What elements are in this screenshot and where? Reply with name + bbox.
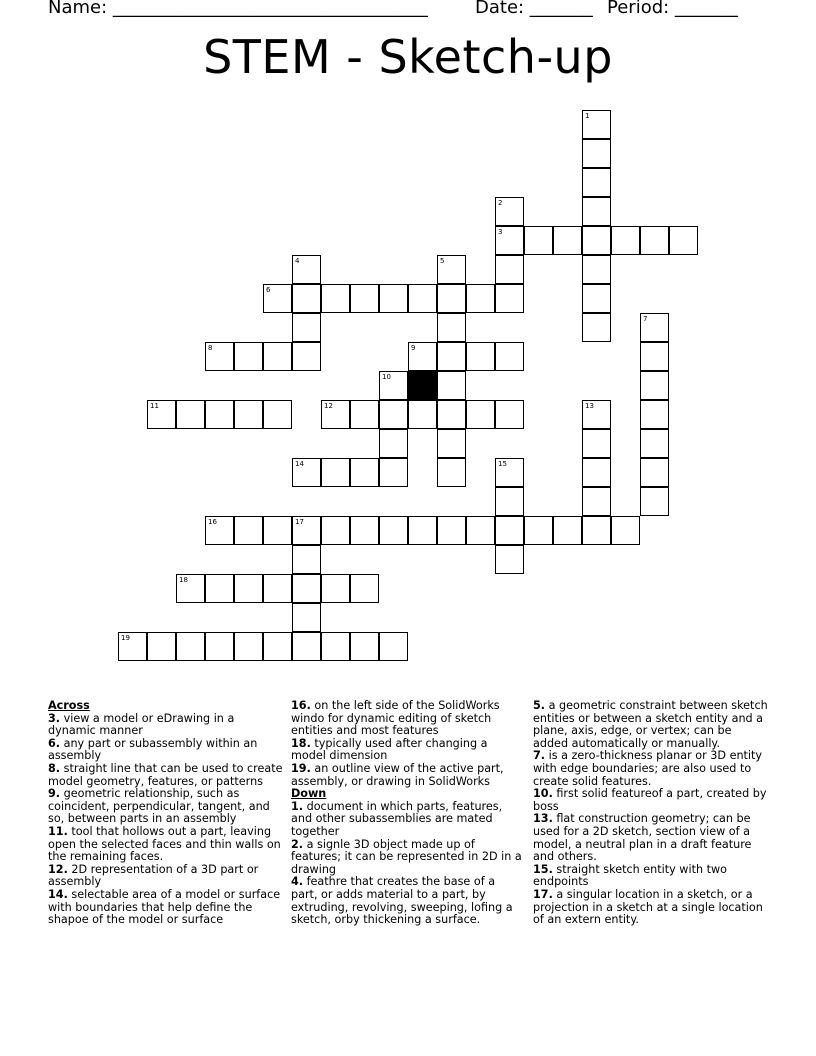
crossword-cell[interactable] — [263, 284, 292, 313]
clue-number: 19 — [121, 634, 130, 642]
crossword-cell[interactable] — [495, 458, 524, 487]
crossword-cell[interactable] — [292, 458, 321, 487]
clue-number: 6 — [266, 286, 271, 294]
clue-number: 10 — [382, 373, 391, 381]
crossword-cell[interactable] — [437, 458, 466, 487]
crossword-cell[interactable] — [292, 255, 321, 284]
crossword-cell[interactable] — [176, 574, 205, 603]
crossword-cell[interactable] — [408, 342, 437, 371]
crossword-cell[interactable] — [205, 342, 234, 371]
crossword-cell[interactable] — [437, 429, 466, 458]
crossword-cell[interactable] — [582, 226, 611, 255]
clue-across-3: 3. view a model or eDrawing in a dynamic manner — [48, 711, 235, 738]
crossword-cell[interactable] — [669, 226, 698, 255]
crossword-cell[interactable] — [408, 284, 437, 313]
crossword-cell[interactable] — [292, 632, 321, 661]
crossword-cell[interactable] — [321, 516, 350, 545]
clue-number: 11 — [150, 402, 159, 410]
crossword-cell[interactable] — [321, 458, 350, 487]
down-heading: Down — [291, 787, 327, 801]
clue-number: 8 — [208, 344, 213, 352]
clue-across-19: 19. an outline view of the active part, assembly, or drawing in SolidWorks — [291, 761, 504, 788]
crossword-cell[interactable] — [408, 516, 437, 545]
crossword-cell[interactable] — [437, 342, 466, 371]
crossword-cell[interactable] — [582, 139, 611, 168]
crossword-cell[interactable] — [640, 458, 669, 487]
crossword-cell[interactable] — [292, 284, 321, 313]
crossword-cell[interactable] — [292, 313, 321, 342]
crossword-cell[interactable] — [582, 197, 611, 226]
name-field-label: Name: ___________________________________ — [48, 0, 428, 18]
crossword-cell[interactable] — [495, 226, 524, 255]
crossword-cell[interactable] — [176, 400, 205, 429]
crossword-cell[interactable] — [263, 342, 292, 371]
clue-column-2 — [291, 700, 523, 927]
crossword-block — [408, 371, 437, 400]
clue-across-16: 16. on the left side of the SolidWorks windo for dynamic editing of sketch entities and most features — [291, 699, 500, 738]
crossword-cell[interactable] — [234, 516, 263, 545]
crossword-cell[interactable] — [379, 516, 408, 545]
crossword-cell[interactable] — [437, 516, 466, 545]
clue-across-9: 9. geometric relationship, such as coincident, perpendicular, tangent, and so, between parts in an assembly — [48, 787, 270, 826]
crossword-cell[interactable] — [350, 574, 379, 603]
crossword-cell[interactable] — [495, 197, 524, 226]
clue-number: 7 — [643, 315, 648, 323]
crossword-cell[interactable] — [350, 284, 379, 313]
clue-down-5: 5. a geometric constraint between sketch entities or between a sketch entity and a plane, axis, edge, or vertex; can be added automatically or manually. — [533, 699, 768, 750]
crossword-cell[interactable] — [263, 632, 292, 661]
crossword-cell[interactable] — [379, 284, 408, 313]
crossword-cell[interactable] — [292, 545, 321, 574]
crossword-cell[interactable] — [466, 342, 495, 371]
crossword-cell[interactable] — [640, 429, 669, 458]
crossword-cell[interactable] — [524, 516, 553, 545]
crossword-cell[interactable] — [292, 342, 321, 371]
crossword-cell[interactable] — [495, 342, 524, 371]
crossword-cell[interactable] — [582, 255, 611, 284]
crossword-cell[interactable] — [437, 284, 466, 313]
crossword-cell[interactable] — [640, 313, 669, 342]
crossword-cell[interactable] — [118, 632, 147, 661]
crossword-cell[interactable] — [582, 110, 611, 139]
crossword-cell[interactable] — [466, 400, 495, 429]
crossword-cell[interactable] — [350, 458, 379, 487]
crossword-cell[interactable] — [205, 400, 234, 429]
crossword-cell[interactable] — [495, 255, 524, 284]
across-heading: Across — [48, 699, 90, 712]
crossword-cell[interactable] — [611, 226, 640, 255]
crossword-cell[interactable] — [292, 574, 321, 603]
clue-column-3 — [533, 700, 769, 927]
crossword-cell[interactable] — [147, 632, 176, 661]
crossword-cell[interactable] — [379, 400, 408, 429]
crossword-cell[interactable] — [495, 284, 524, 313]
crossword-cell[interactable] — [263, 574, 292, 603]
clue-across-6: 6. any part or subassembly within an assembly — [48, 736, 258, 763]
crossword-cell[interactable] — [611, 516, 640, 545]
clue-number: 5 — [440, 257, 445, 265]
clue-across-11: 11. tool that hollows out a part, leaving open the selected faces and thin walls on the remaining faces. — [48, 824, 281, 864]
clue-number: 16 — [208, 518, 217, 526]
crossword-cell[interactable] — [350, 400, 379, 429]
crossword-cell[interactable] — [437, 255, 466, 284]
clue-number: 4 — [295, 257, 300, 265]
clue-across-14: 14. selectable area of a model or surface with boundaries that help define the shapoe of the model or surface — [48, 887, 281, 927]
crossword-cell[interactable] — [263, 400, 292, 429]
crossword-cell[interactable] — [640, 400, 669, 429]
crossword-cell[interactable] — [379, 458, 408, 487]
crossword-cell[interactable] — [495, 400, 524, 429]
clue-number: 13 — [585, 402, 594, 410]
crossword-cell[interactable] — [524, 226, 553, 255]
crossword-cell[interactable] — [582, 284, 611, 313]
clue-across-8: 8. straight line that can be used to create model geometry, features, or patterns — [48, 761, 283, 788]
crossword-cell[interactable] — [205, 632, 234, 661]
clue-number: 9 — [411, 344, 416, 352]
clue-number: 3 — [498, 228, 503, 236]
crossword-cell[interactable] — [582, 458, 611, 487]
crossword-cell[interactable] — [234, 632, 263, 661]
crossword-cell[interactable] — [437, 371, 466, 400]
crossword-cell[interactable] — [640, 371, 669, 400]
clue-column-1 — [48, 700, 284, 927]
crossword-cell[interactable] — [582, 429, 611, 458]
crossword-cell[interactable] — [437, 313, 466, 342]
crossword-cell[interactable] — [582, 516, 611, 545]
crossword-cell[interactable] — [640, 342, 669, 371]
crossword-cell[interactable] — [147, 400, 176, 429]
crossword-cell[interactable] — [379, 632, 408, 661]
crossword-cell[interactable] — [582, 168, 611, 197]
crossword-cell[interactable] — [437, 400, 466, 429]
crossword-cell[interactable] — [466, 516, 495, 545]
crossword-cell[interactable] — [234, 342, 263, 371]
clue-number: 12 — [324, 402, 333, 410]
crossword-cell[interactable] — [234, 400, 263, 429]
crossword-cell[interactable] — [495, 545, 524, 574]
crossword-cell[interactable] — [495, 516, 524, 545]
crossword-cell[interactable] — [408, 400, 437, 429]
crossword-cell[interactable] — [582, 313, 611, 342]
crossword-cell[interactable] — [321, 632, 350, 661]
crossword-cell[interactable] — [321, 574, 350, 603]
crossword-cell[interactable] — [234, 574, 263, 603]
clue-number: 15 — [498, 460, 507, 468]
clue-down-13: 13. flat construction geometry; can be used for a 2D sketch, section view of a model, a neutral plan in a draft feature and others. — [533, 812, 752, 864]
crossword-cell[interactable] — [466, 284, 495, 313]
clue-down-4: 4. feathre that creates the base of a part, or adds material to a part, by extruding, revolving, sweeping, lofing a sketch, orby thickening a surface. — [291, 875, 513, 927]
clue-number: 2 — [498, 199, 503, 207]
crossword-cell[interactable] — [321, 400, 350, 429]
page-title: STEM - Sketch-up — [203, 30, 613, 84]
clue-number: 1 — [585, 112, 590, 120]
crossword-cell[interactable] — [582, 487, 611, 516]
crossword-cell[interactable] — [263, 516, 292, 545]
crossword-cell[interactable] — [205, 574, 234, 603]
clue-down-17: 17. a singular location in a sketch, or a projection in a sketch at a single location of an extern entity. — [533, 887, 763, 927]
date-field-label: Date: _______ — [475, 0, 593, 18]
crossword-cell[interactable] — [379, 429, 408, 458]
crossword-cell[interactable] — [350, 632, 379, 661]
crossword-cell[interactable] — [350, 516, 379, 545]
crossword-cell[interactable] — [379, 371, 408, 400]
crossword-cell[interactable] — [495, 487, 524, 516]
clue-down-1: 1. document in which parts, features, and other subassemblies are mated together — [291, 799, 503, 838]
clue-across-12: 12. 2D representation of a 3D part or assembly — [48, 862, 259, 889]
clue-down-2: 2. a signle 3D object made up of features; it can be represented in 2D in a drawing — [291, 837, 522, 876]
clue-down-7: 7. is a zero-thickness planar or 3D entity with edge boundaries; are also used to create solid features. — [533, 749, 763, 788]
crossword-cell[interactable] — [640, 487, 669, 516]
crossword-cell[interactable] — [292, 603, 321, 632]
clue-down-15: 15. straight sketch entity with two endpoints — [533, 862, 727, 889]
crossword-cell[interactable] — [321, 284, 350, 313]
clue-number: 14 — [295, 460, 304, 468]
crossword-cell[interactable] — [292, 516, 321, 545]
clue-number: 17 — [295, 518, 304, 526]
clue-across-18: 18. typically used after changing a model dimension — [291, 736, 488, 763]
clue-number: 18 — [179, 576, 188, 584]
crossword-cell[interactable] — [205, 516, 234, 545]
crossword-cell[interactable] — [582, 400, 611, 429]
period-field-label: Period: _______ — [607, 0, 738, 18]
clue-down-10: 10. first solid featureof a part, created by boss — [533, 787, 767, 813]
crossword-cell[interactable] — [553, 226, 582, 255]
crossword-cell[interactable] — [640, 226, 669, 255]
crossword-cell[interactable] — [176, 632, 205, 661]
crossword-cell[interactable] — [553, 516, 582, 545]
